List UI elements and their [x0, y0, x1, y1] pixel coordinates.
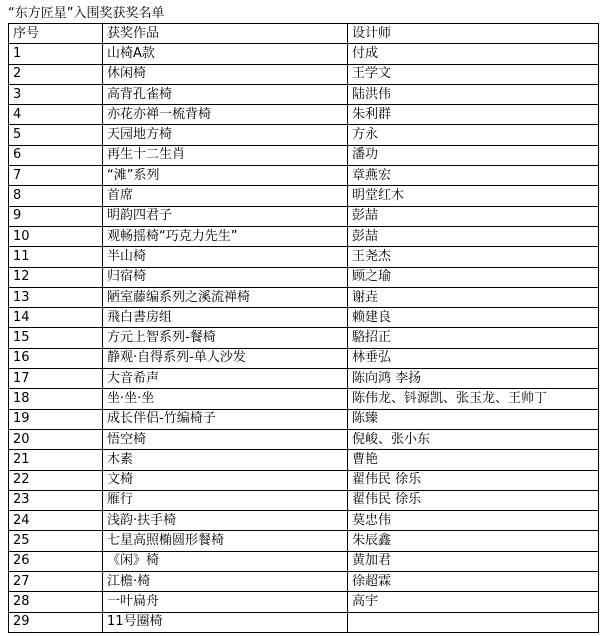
cell-designer: 翟伟民 徐乐 [348, 470, 599, 490]
header-work: 获奖作品 [103, 24, 348, 44]
cell-work: 高背孔雀椅 [103, 84, 348, 104]
cell-designer [348, 612, 599, 632]
cell-index: 21 [9, 450, 103, 470]
table-row [9, 450, 599, 470]
table-row [9, 84, 599, 104]
cell-work: 成长伴侣-竹编椅子 [103, 409, 348, 429]
cell-index: 29 [9, 612, 103, 632]
cell-work: 七星高照椭圆形餐椅 [103, 531, 348, 551]
cell-work: 《闲》椅 [103, 551, 348, 571]
cell-index: 28 [9, 592, 103, 612]
cell-work: 山椅A款 [103, 44, 348, 64]
cell-index: 16 [9, 348, 103, 368]
cell-index: 8 [9, 186, 103, 206]
award-table [8, 23, 599, 633]
cell-index: 20 [9, 429, 103, 449]
cell-index: 2 [9, 64, 103, 84]
cell-designer: 黄加君 [348, 551, 599, 571]
cell-designer: 倪峻、张小东 [348, 429, 599, 449]
table-row [9, 592, 599, 612]
cell-work: 半山椅 [103, 247, 348, 267]
table-body [9, 44, 599, 633]
cell-index: 4 [9, 105, 103, 125]
cell-index: 3 [9, 84, 103, 104]
table-row [9, 267, 599, 287]
cell-index: 5 [9, 125, 103, 145]
cell-index: 15 [9, 328, 103, 348]
cell-work: 方元上智系列-餐椅 [103, 328, 348, 348]
cell-designer: 徐超霖 [348, 572, 599, 592]
cell-work: 天园地方椅 [103, 125, 348, 145]
cell-designer: 谢垚 [348, 287, 599, 307]
table-row [9, 287, 599, 307]
cell-designer: 彭喆 [348, 206, 599, 226]
cell-work: 陋室藤编系列之溪流禅椅 [103, 287, 348, 307]
cell-index: 26 [9, 551, 103, 571]
cell-work: 亦花亦禅一梳背椅 [103, 105, 348, 125]
cell-designer: 陈伟龙、钭源凯、张玉龙、王帅丁 [348, 389, 599, 409]
cell-designer: 駱招正 [348, 328, 599, 348]
cell-designer: 明堂红木 [348, 186, 599, 206]
cell-index: 10 [9, 226, 103, 246]
cell-designer: 潘功 [348, 145, 599, 165]
table-row [9, 572, 599, 592]
cell-designer: 陆洪伟 [348, 84, 599, 104]
table-row [9, 166, 599, 186]
cell-index: 18 [9, 389, 103, 409]
table-row [9, 470, 599, 490]
table-row [9, 531, 599, 551]
table-row [9, 226, 599, 246]
cell-index: 6 [9, 145, 103, 165]
cell-index: 19 [9, 409, 103, 429]
cell-work: 木素 [103, 450, 348, 470]
table-header-row [9, 24, 599, 44]
cell-index: 23 [9, 490, 103, 510]
table-row [9, 105, 599, 125]
cell-work: 观畅摇椅“巧克力先生” [103, 226, 348, 246]
table-row [9, 125, 599, 145]
cell-designer: 方永 [348, 125, 599, 145]
cell-designer: 莫忠伟 [348, 511, 599, 531]
cell-index: 22 [9, 470, 103, 490]
table-row [9, 511, 599, 531]
cell-work: 首席 [103, 186, 348, 206]
table-row [9, 429, 599, 449]
cell-index: 14 [9, 308, 103, 328]
cell-work: 11号圈椅 [103, 612, 348, 632]
cell-designer: 林垂弘 [348, 348, 599, 368]
cell-designer: 王尧杰 [348, 247, 599, 267]
cell-work: 归宿椅 [103, 267, 348, 287]
table-row [9, 612, 599, 632]
cell-designer: 彭喆 [348, 226, 599, 246]
table-row [9, 348, 599, 368]
cell-work: “滩”系列 [103, 166, 348, 186]
document-title: “东方匠星”入围奖获奖名单 [8, 6, 165, 21]
header-index: 序号 [9, 24, 103, 44]
cell-work: 江檐·椅 [103, 572, 348, 592]
cell-designer: 赖建良 [348, 308, 599, 328]
cell-index: 12 [9, 267, 103, 287]
table-row [9, 145, 599, 165]
cell-designer: 付成 [348, 44, 599, 64]
cell-work: 飛白書房组 [103, 308, 348, 328]
cell-index: 25 [9, 531, 103, 551]
table-row [9, 64, 599, 84]
header-designer: 设计师 [348, 24, 599, 44]
cell-designer: 曹艳 [348, 450, 599, 470]
cell-designer: 顾之瑜 [348, 267, 599, 287]
table-row [9, 369, 599, 389]
cell-designer: 陈臻 [348, 409, 599, 429]
cell-designer: 翟伟民 徐乐 [348, 490, 599, 510]
table-row [9, 308, 599, 328]
cell-work: 休闲椅 [103, 64, 348, 84]
cell-work: 大音希声 [103, 369, 348, 389]
table-row [9, 247, 599, 267]
cell-index: 17 [9, 369, 103, 389]
cell-index: 1 [9, 44, 103, 64]
table-row [9, 409, 599, 429]
table-row [9, 551, 599, 571]
table-row [9, 328, 599, 348]
cell-designer: 高宇 [348, 592, 599, 612]
cell-work: 文椅 [103, 470, 348, 490]
table-row [9, 186, 599, 206]
cell-work: 浅韵·扶手椅 [103, 511, 348, 531]
table-row [9, 206, 599, 226]
cell-work: 悟空椅 [103, 429, 348, 449]
cell-work: 明韵四君子 [103, 206, 348, 226]
cell-work: 一叶扁舟 [103, 592, 348, 612]
cell-designer: 王学文 [348, 64, 599, 84]
table-row [9, 490, 599, 510]
cell-index: 27 [9, 572, 103, 592]
cell-designer: 陈向鸿 李扬 [348, 369, 599, 389]
cell-work: 静观·自得系列-单人沙发 [103, 348, 348, 368]
cell-work: 再生十二生肖 [103, 145, 348, 165]
cell-index: 13 [9, 287, 103, 307]
cell-index: 7 [9, 166, 103, 186]
table-row [9, 389, 599, 409]
cell-designer: 朱辰鑫 [348, 531, 599, 551]
cell-designer: 朱利群 [348, 105, 599, 125]
cell-index: 24 [9, 511, 103, 531]
cell-work: 雁行 [103, 490, 348, 510]
cell-index: 11 [9, 247, 103, 267]
table-row [9, 44, 599, 64]
cell-designer: 章燕宏 [348, 166, 599, 186]
cell-index: 9 [9, 206, 103, 226]
cell-work: 坐·坐·坐 [103, 389, 348, 409]
